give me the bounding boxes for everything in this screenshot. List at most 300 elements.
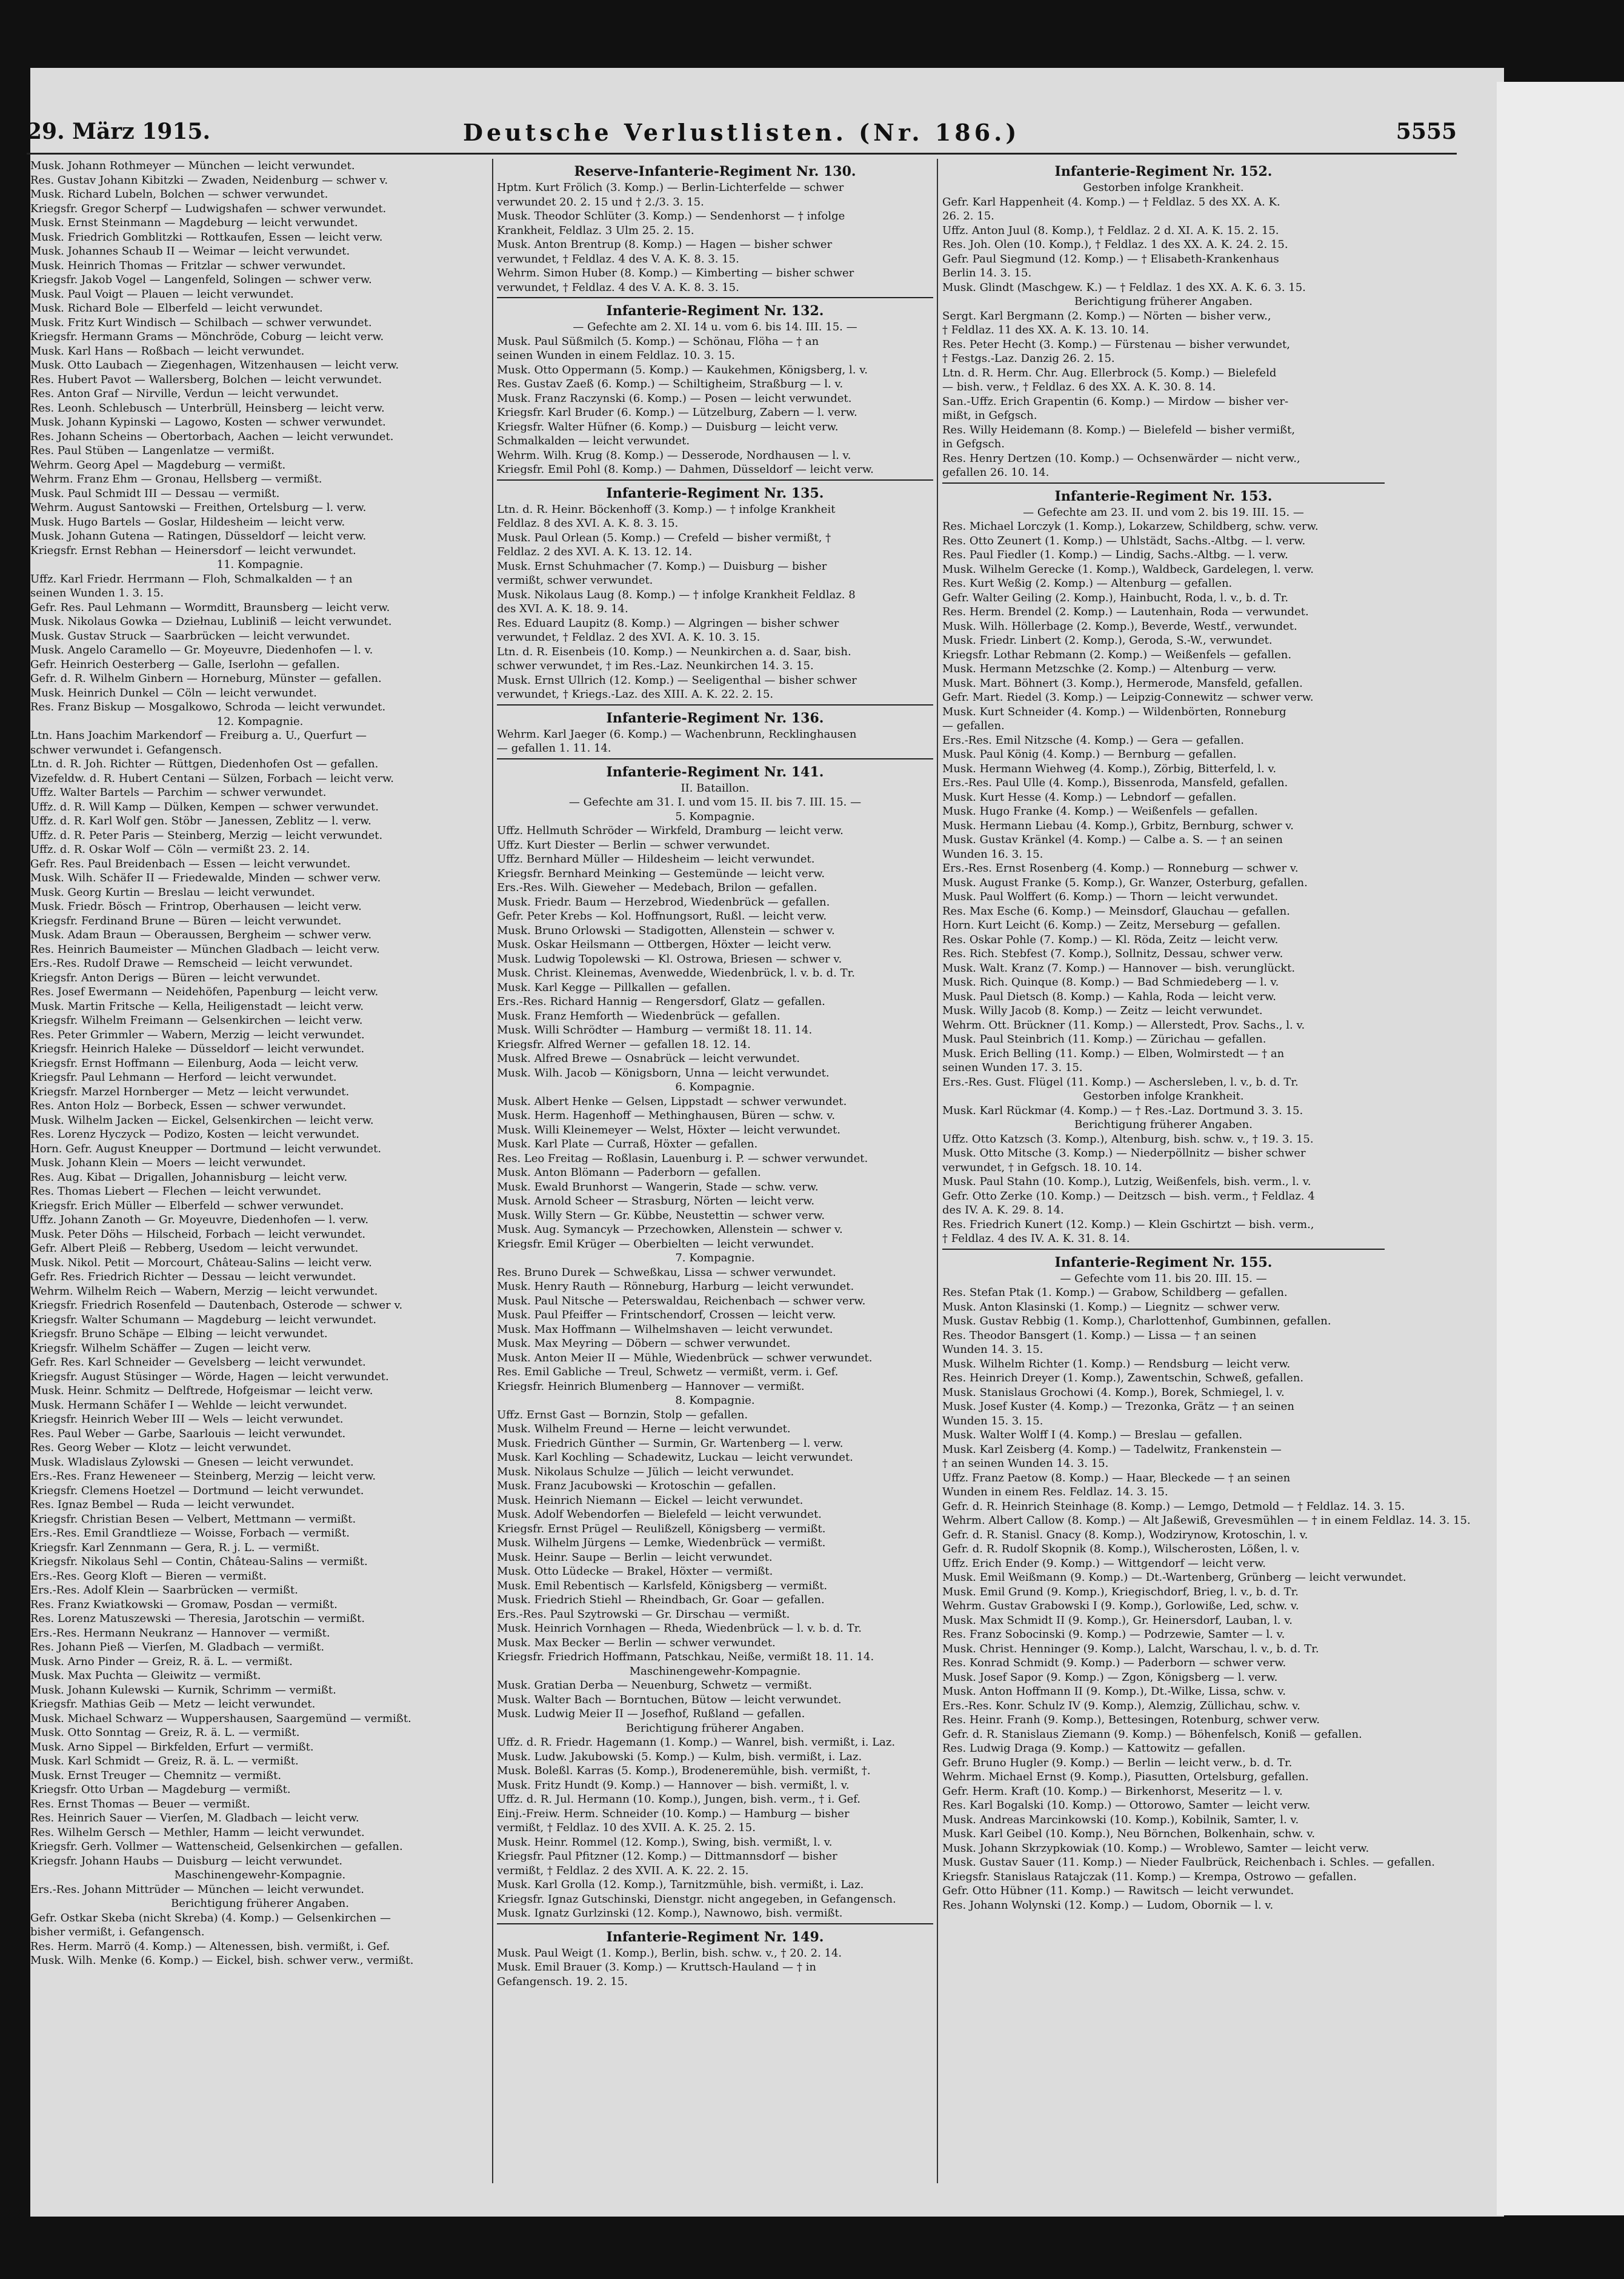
casualty-entry: Musk. Hermann Liebau (4. Komp.), Grbitz, Bernburg, schwer v. [942,819,1294,832]
casualty-entry: Musk. Ernst Schuhmacher (7. Komp.) — Duisburg — bisher [497,559,827,573]
casualty-entry: 26. 2. 15. [942,210,994,222]
casualty-entry: Res. Hubert Pavot — Wallersberg, Bolchen — leicht verwundet. [30,373,382,386]
section-rule [497,1923,933,1924]
casualty-entry: Musk. Ernst Steinmann — Magdeburg — leicht verwundet. [30,216,358,229]
casualty-entry: Gefr. Walter Geiling (2. Komp.), Hainbucht, Roda, l. v., b. d. Tr. [942,591,1289,604]
casualty-entry: Kriegsfr. Jakob Vogel — Langenfeld, Solingen — schwer verw. [30,273,372,286]
casualty-entry: Musk. Richard Bole — Elberfeld — leicht verwundet. [30,302,323,315]
casualty-entry: Kriegsfr. Walter Schumann — Magdeburg — leicht verwundet. [30,1313,377,1326]
casualty-entry: Musk. Erich Belling (11. Komp.) — Elben, Wolmirstedt — † an [942,1047,1285,1060]
casualty-entry: verwundet, † Kriegs.-Laz. des XIII. A. K. 22. 2. 15. [497,688,774,701]
casualty-entry: † an seinen Wunden 14. 3. 15. [942,1457,1109,1470]
casualty-entry: Musk. Johann Klein — Moers — leicht verwundet. [30,1156,306,1169]
casualty-entry: Wehrm. Wilhelm Reich — Wabern, Merzig — leicht verwundet. [30,1284,378,1298]
casualty-entry: Gefr. d. R. Heinrich Steinhage (8. Komp.) — Lemgo, Detmold — † Feldlaz. 14. 3. 15. [942,1500,1405,1513]
casualty-entry: Gefr. Res. Friedrich Richter — Dessau — leicht verwundet. [30,1270,356,1283]
casualty-entry: verwundet, † in Gefgsch. 18. 10. 14. [942,1161,1142,1174]
casualty-entry: Musk. Ernst Treuger — Chemnitz — vermißt. [30,1769,282,1782]
casualty-entry: Uffz. Anton Juul (8. Komp.), † Feldlaz. 2 d. XI. A. K. 15. 2. 15. [942,224,1279,237]
casualty-entry: Musk. Karl Geibel (10. Komp.), Neu Börnchen, Bolkenhain, schw. v. [942,1827,1316,1840]
casualty-entry: Uffz. d. R. Peter Paris — Steinberg, Merzig — leicht verwundet. [30,829,383,842]
casualty-entry: Ers.-Res. Wilh. Gieweher — Medebach, Brilon — gefallen. [497,881,817,894]
casualty-entry: Wehrm. Albert Callow (8. Komp.) — Alt Jaßewiß, Grevesmühlen — † in einem Feldlaz. 14. 3. 15. [942,1514,1471,1527]
casualty-entry: vermißt, † Feldlaz. 10 des XVII. A. K. 25. 2. 15. [497,1821,756,1834]
casualty-entry: Musk. Hugo Bartels — Goslar, Hildesheim — leicht verw. [30,515,345,529]
casualty-entry: San.-Uffz. Erich Grapentin (6. Komp.) — Mirdow — bisher ver- [942,395,1289,408]
casualty-entry: Wehrm. Georg Apel — Magdeburg — vermißt. [30,458,286,472]
regiment-heading: Infanterie-Regiment Nr. 153. [1054,488,1273,504]
casualty-entry: verwundet 20. 2. 15 und † 2./3. 3. 15. [497,195,704,209]
casualty-entry: Musk. Gustav Struck — Saarbrücken — leicht verwundet. [30,629,350,642]
casualty-entry: Uffz. d. R. Jul. Hermann (10. Komp.), Jungen, bish. verm., † i. Gef. [497,1793,860,1806]
section-subheading: — Gefechte am 31. I. und vom 15. II. bis 7. III. 15. — [568,796,862,809]
casualty-entry: mißt, in Gefgsch. [942,409,1037,422]
casualty-entry: des XVI. A. K. 18. 9. 14. [497,602,628,615]
casualty-entry: Gefr. Otto Hübner (11. Komp.) — Rawitsch — leicht verwundet. [942,1884,1294,1897]
casualty-entry: Uffz. d. R. Karl Wolf gen. Stöbr — Janessen, Zeblitz — l. verw. [30,815,371,827]
casualty-entry: Musk. Paul Dietsch (8. Komp.) — Kahla, Roda — leicht verw. [942,990,1276,1003]
casualty-entry: Wunden 14. 3. 15. [942,1343,1043,1356]
casualty-entry: Gefr. d. R. Stanislaus Ziemann (9. Komp.) — Böhenfelsch, Koniß — gefallen. [942,1727,1362,1741]
casualty-entry: Musk. Wilh. Jacob — Königsborn, Unna — leicht verwundet. [497,1066,830,1079]
casualty-entry: Musk. Adolf Webendorfen — Bielefeld — leicht verwundet. [497,1508,822,1521]
casualty-entry: Musk. Karl Hans — Roßbach — leicht verwundet. [30,344,305,358]
casualty-entry: Uffz. Johann Zanoth — Gr. Moyeuvre, Diedenhofen — l. verw. [30,1213,369,1226]
casualty-entry: Musk. Max Hoffmann — Wilhelmshaven — leicht verwundet. [497,1323,833,1336]
casualty-entry: Res. Anton Graf — Nirville, Verdun — leicht verwundet. [30,387,339,400]
section-subheading: 5. Kompagnie. [675,810,755,823]
casualty-entry: Res. Ernst Thomas — Beuer — vermißt. [30,1797,250,1810]
casualty-entry: Schmalkalden — leicht verwundet. [497,435,690,447]
section-subheading: Berichtigung früherer Angaben. [626,1721,804,1735]
casualty-entry: Res. Friedrich Kunert (12. Komp.) — Klein Gschirtzt — bish. verm., [942,1218,1314,1231]
casualty-entry: Res. Konrad Schmidt (9. Komp.) — Paderborn — schwer verw. [942,1657,1286,1669]
casualty-entry: seinen Wunden in einem Feldlaz. 10. 3. 15. [497,349,735,362]
casualty-entry: Musk. Heinr. Saupe — Berlin — leicht verwundet. [497,1550,773,1564]
casualty-entry: Ers.-Res. Hermann Neukranz — Hannover — vermißt. [30,1626,330,1640]
casualty-entry: Musk. Friedr. Linbert (2. Komp.), Geroda, S.-W., verwundet. [942,634,1273,647]
section-rule [497,479,933,481]
casualty-entry: Res. Herm. Brendel (2. Komp.) — Lautenhain, Roda — verwundet. [942,606,1309,618]
casualty-entry: Wehrm. Karl Jaeger (6. Komp.) — Wachenbrunn, Recklinghausen [497,727,857,741]
casualty-entry: Kriegsfr. Heinrich Weber III — Wels — leicht verwundet. [30,1413,344,1426]
casualty-entry: Musk. Michael Schwarz — Wuppershausen, Saargemünd — vermißt. [30,1712,411,1725]
casualty-entry: Musk. Paul Schmidt III — Dessau — vermißt. [30,487,280,500]
casualty-entry: Musk. Hermann Wiehweg (4. Komp.), Zörbig, Bitterfeld, l. v. [942,762,1277,775]
page-edge [1497,82,1624,2215]
casualty-entry: Uffz. d. R. Will Kamp — Dülken, Kempen — schwer verwundet. [30,800,379,813]
casualty-entry: Res. Paul Stüben — Langenlatze — vermißt. [30,444,275,457]
casualty-entry: Uffz. Otto Katzsch (3. Komp.), Altenburg, bish. schw. v., † 19. 3. 15. [942,1132,1314,1146]
casualty-entry: Kriegsfr. Ernst Rebhan — Heinersdorf — leicht verwundet. [30,544,356,557]
casualty-entry: Musk. Wilh. Menke (6. Komp.) — Eickel, bish. schwer verw., vermißt. [30,1954,414,1967]
casualty-entry: Uffz. d. R. Oskar Wolf — Cöln — vermißt 23. 2. 14. [30,843,310,856]
casualty-entry: Musk. Max Becker — Berlin — schwer verwundet. [497,1636,776,1649]
casualty-entry: Musk. Richard Lubeln, Bolchen — schwer verwundet. [30,188,328,201]
casualty-entry: Musk. Christ. Kleinemas, Avenwedde, Wiedenbrück, l. v. b. d. Tr. [497,967,855,979]
section-subheading: Gestorben infolge Krankheit. [1083,181,1244,194]
casualty-entry: Gefr. Peter Krebs — Kol. Hoffnungsort, Rußl. — leicht verw. [497,910,827,923]
casualty-entry: Res. Gustav Zaeß (6. Komp.) — Schiltigheim, Straßburg — l. v. [497,378,844,390]
section-rule [497,758,933,759]
section-rule [942,482,1385,484]
casualty-entry: Musk. Wilhelm Jürgens — Lemke, Wiedenbrück — vermißt. [497,1537,826,1549]
casualty-entry: seinen Wunden 1. 3. 15. [30,587,164,599]
casualty-entry: — bish. verw., † Feldlaz. 6 des XX. A. K. 30. 8. 14. [942,381,1216,393]
regiment-heading: Infanterie-Regiment Nr. 155. [1054,1254,1273,1270]
casualty-entry: Musk. Fritz Kurt Windisch — Schilbach — schwer verwundet. [30,316,372,329]
casualty-entry: Res. Ludwig Draga (9. Komp.) — Kattowitz — gefallen. [942,1742,1246,1755]
casualty-entry: Res. Johann Scheins — Obertorbach, Aachen — leicht verwundet. [30,430,394,443]
casualty-entry: — gefallen 1. 11. 14. [497,742,611,755]
casualty-entry: schwer verwundet i. Gefangensch. [30,743,222,756]
casualty-entry: Musk. Willy Stern — Gr. Kübbe, Neustettin — schwer verw. [497,1209,825,1222]
casualty-entry: Res. Heinrich Dreyer (1. Komp.), Zawentschin, Schweß, gefallen. [942,1372,1304,1384]
casualty-entry: Uffz. Ernst Gast — Bornzin, Stolp — gefallen. [497,1408,748,1421]
casualty-entry: Res. Willy Heidemann (8. Komp.) — Bielefeld — bisher vermißt, [942,423,1296,436]
casualty-entry: Kriegsfr. Wilhelm Freimann — Gelsenkirchen — leicht verw. [30,1014,363,1027]
casualty-entry: Musk. Emil Weißmann (9. Komp.) — Dt.-Wartenberg, Grünberg — leicht verwundet. [942,1571,1406,1584]
casualty-entry: Res. Lorenz Matuszewski — Theresia, Jarotschin — vermißt. [30,1612,365,1625]
casualty-entry: Musk. Josef Sapor (9. Komp.) — Zgon, Königsberg — l. verw. [942,1670,1278,1684]
casualty-entry: Musk. Emil Brauer (3. Komp.) — Kruttsch-Hauland — † in [497,1961,816,1974]
casualty-entry: Gefr. Ostkar Skeba (nicht Skreba) (4. Komp.) — Gelsenkirchen — [30,1911,391,1924]
casualty-entry: Uffz. Karl Friedr. Herrmann — Floh, Schmalkalden — † an [30,572,353,586]
casualty-entry: Musk. Franz Hemforth — Wiedenbrück — gefallen. [497,1009,780,1023]
casualty-entry: Kriegsfr. Gerh. Vollmer — Wattenscheid, Gelsenkirchen — gefallen. [30,1840,403,1853]
casualty-entry: Musk. Hermann Schäfer I — Wehlde — leicht verwundet. [30,1398,347,1412]
casualty-entry: Musk. Christ. Henninger (9. Komp.), Lalcht, Warschau, l. v., b. d. Tr. [942,1642,1319,1655]
casualty-entry: Gefr. Res. Paul Lehmann — Wormditt, Braunsberg — leicht verw. [30,601,390,614]
casualty-entry: Musk. Paul Pfeiffer — Frintschendorf, Crossen — leicht verw. [497,1309,836,1321]
casualty-entry: Wehrm. Ott. Brückner (11. Komp.) — Allerstedt, Prov. Sachs., l. v. [942,1018,1305,1032]
casualty-entry: Musk. Wilh. Höllerbage (2. Komp.), Beverde, Westf., verwundet. [942,619,1297,633]
casualty-entry: Res. Karl Bogalski (10. Komp.) — Ottorowo, Samter — leicht verw. [942,1799,1311,1812]
casualty-entry: Res. Gustav Johann Kibitzki — Zwaden, Neidenburg — schwer v. [30,173,388,187]
casualty-entry: Musk. Heinrich Niemann — Eickel — leicht verwundet. [497,1493,804,1507]
casualty-entry: Musk. Fritz Hundt (9. Komp.) — Hannover — bish. vermißt, l. v. [497,1778,850,1792]
casualty-entry: Musk. Peter Döhs — Hilscheid, Forbach — leicht verwundet. [30,1227,366,1241]
casualty-entry: Uffz. Bernhard Müller — Hildesheim — leicht verwundet. [497,853,815,866]
casualty-entry: Gefr. d. R. Stanisl. Gnacy (8. Komp.), Wodzirynow, Krotoschin, l. v. [942,1528,1308,1541]
casualty-entry: Musk. Anton Klasinski (1. Komp.) — Liegnitz — schwer verw. [942,1300,1280,1313]
casualty-entry: Musk. Henry Rauth — Rönneburg, Harburg — leicht verwundet. [497,1280,854,1293]
casualty-entry: Musk. Wilh. Schäfer II — Friedewalde, Minden — schwer verw. [30,872,381,884]
casualty-entry: Kriegsfr. Ignaz Gutschinski, Dienstgr. nicht angegeben, in Gefangensch. [497,1892,896,1906]
header-title: Deutsche Verlustlisten. (Nr. 186.) [463,119,1020,146]
casualty-entry: Res. Eduard Laupitz (8. Komp.) — Algringen — bisher schwer [497,616,839,630]
casualty-entry: bisher vermißt, i. Gefangensch. [30,1926,205,1938]
casualty-entry: Res. Peter Hecht (3. Komp.) — Fürstenau — bisher verwundet, [942,338,1290,351]
casualty-entry: † Feldlaz. 4 des IV. A. K. 31. 8. 14. [942,1232,1130,1245]
casualty-entry: Res. Heinrich Baumeister — München Gladbach — leicht verw. [30,943,380,956]
casualty-entry: Musk. Stanislaus Grochowi (4. Komp.), Borek, Schmiegel, l. v. [942,1386,1285,1399]
casualty-entry: Res. Heinr. Franh (9. Komp.), Bettesingen, Rotenburg, schwer verw. [942,1713,1320,1726]
casualty-entry: Res. Leo Freitag — Roßlasin, Lauenburg i. P. — schwer verwundet. [497,1152,868,1165]
section-subheading: 6. Kompagnie. [675,1081,755,1093]
casualty-entry: Gefangensch. 19. 2. 15. [497,1975,628,1988]
section-subheading: — Gefechte am 2. XI. 14 u. vom 6. bis 14. III. 15. — [573,321,857,333]
regiment-heading: Infanterie-Regiment Nr. 141. [606,764,824,780]
casualty-entry: Musk. Wilhelm Richter (1. Komp.) — Rendsburg — leicht verw. [942,1357,1291,1370]
casualty-entry: Gefr. Otto Zerke (10. Komp.) — Deitzsch — bish. verm., † Feldlaz. 4 [942,1189,1315,1203]
casualty-entry: Kriegsfr. Emil Krüger — Oberbielten — leicht verwundet. [497,1237,814,1250]
casualty-entry: Musk. Heinr. Schmitz — Delftrede, Hofgeismar — leicht verw. [30,1384,373,1397]
casualty-entry: Ers.-Res. Johann Mittrüder — München — leicht verwundet. [30,1883,364,1896]
casualty-entry: Musk. Ludw. Jakubowski (5. Komp.) — Kulm, bish. vermißt, i. Laz. [497,1750,862,1763]
casualty-entry: Sergt. Karl Bergmann (2. Komp.) — Nörten — bisher verw., [942,309,1271,322]
casualty-entry: Uffz. Franz Paetow (8. Komp.) — Haar, Bleckede — † an seinen [942,1471,1291,1484]
casualty-entry: Musk. Otto Laubach — Ziegenhagen, Witzenhausen — leicht verw. [30,359,399,372]
casualty-entry: Res. Emil Gabliche — Treul, Schwetz — vermißt, verm. i. Gef. [497,1366,839,1378]
casualty-entry: Musk. Glindt (Maschgew. K.) — † Feldlaz. 1 des XX. A. K. 6. 3. 15. [942,281,1306,294]
casualty-entry: Res. Ignaz Bembel — Ruda — leicht verwundet. [30,1498,295,1511]
casualty-entry: vermißt, † Feldlaz. 2 des XVII. A. K. 22. 2. 15. [497,1864,749,1877]
casualty-entry: Res. Kurt Weßig (2. Komp.) — Altenburg — gefallen. [942,577,1233,590]
casualty-entry: Musk. Karl Schmidt — Greiz, R. ä. L. — vermißt. [30,1755,299,1767]
casualty-entry: Musk. Willy Jacob (8. Komp.) — Zeitz — leicht verwundet. [942,1004,1263,1017]
casualty-entry: Musk. Paul Voigt — Plauen — leicht verwundet. [30,287,294,301]
casualty-entry: Hptm. Kurt Frölich (3. Komp.) — Berlin-Lichterfelde — schwer [497,181,844,194]
casualty-entry: Gefr. Heinrich Oesterberg — Galle, Iserlohn — gefallen. [30,658,340,671]
casualty-entry: Kriegsfr. Lothar Rebmann (2. Komp.) — Weißenfels — gefallen. [942,648,1292,661]
casualty-entry: Wunden 15. 3. 15. [942,1414,1043,1427]
casualty-entry: Gefr. d. R. Wilhelm Ginbern — Horneburg, Münster — gefallen. [30,672,382,685]
casualty-entry: Musk. Gratian Derba — Neuenburg, Schwetz — vermißt. [497,1679,813,1692]
column-middle [497,159,933,2214]
casualty-entry: Kriegsfr. Emil Pohl (8. Komp.) — Dahmen, Düsseldorf — leicht verw. [497,463,874,476]
casualty-entry: Musk. Anton Hoffmann II (9. Komp.), Dt.-Wilke, Lissa, schw. v. [942,1685,1286,1698]
casualty-entry: Musk. Willi Schrödter — Hamburg — vermißt 18. 11. 14. [497,1024,813,1036]
casualty-entry: Ers.-Res. Georg Kloft — Bieren — vermißt. [30,1569,267,1583]
casualty-entry: Musk. Angelo Caramello — Gr. Moyeuvre, Diedenhofen — l. v. [30,644,373,656]
casualty-entry: Musk. Paul Stahn (10. Komp.), Lutzig, Weißenfels, bish. verm., l. v. [942,1175,1311,1188]
casualty-entry: Kriegsfr. Paul Lehmann — Herford — leicht verwundet. [30,1071,337,1084]
casualty-entry: Res. Franz Sobocinski (9. Komp.) — Podrzewie, Samter — l. v. [942,1628,1285,1641]
casualty-entry: Res. Max Esche (6. Komp.) — Meinsdorf, Glauchau — gefallen. [942,904,1290,918]
section-rule [942,1249,1385,1250]
casualty-entry: Krankheit, Feldlaz. 3 Ulm 25. 2. 15. [497,224,694,237]
regiment-heading: Reserve-Infanterie-Regiment Nr. 130. [574,164,856,179]
casualty-entry: Musk. Ludwig Meier II — Josefhof, Rußland — gefallen. [497,1707,805,1720]
casualty-entry: Ers.-Res. Konr. Schulz IV (9. Komp.), Alemzig, Züllichau, schw. v. [942,1699,1300,1712]
casualty-entry: Wunden in einem Res. Feldlaz. 14. 3. 15. [942,1486,1168,1498]
casualty-entry: verwundet, † Feldlaz. 4 des V. A. K. 8. 3. 15. [497,252,739,265]
casualty-entry: Kriegsfr. Clemens Hoetzel — Dortmund — leicht verwundet. [30,1484,364,1497]
casualty-entry: Ltn. d. R. Eisenbeis (10. Komp.) — Neunkirchen a. d. Saar, bish. [497,645,851,658]
casualty-entry: Musk. Martin Fritsche — Kella, Heiligenstadt — leicht verw. [30,999,364,1013]
section-subheading: 12. Kompagnie. [216,715,304,728]
casualty-entry: Res. Lorenz Hyczyck — Podizo, Kosten — leicht verwundet. [30,1128,359,1141]
casualty-entry: Musk. Bruno Orlowski — Stadigotten, Allenstein — schwer v. [497,924,835,937]
casualty-entry: Kriegsfr. Johann Haubs — Duisburg — leicht verwundet. [30,1854,343,1867]
casualty-entry: Res. Heinrich Sauer — Vierſen, M. Gladbach — leicht verw. [30,1812,359,1824]
column-left [30,159,490,2214]
casualty-entry: Res. Michael Lorczyk (1. Komp.), Lokarzew, Schildberg, schw. verw. [942,520,1319,533]
casualty-entry: gefallen 26. 10. 14. [942,466,1050,479]
section-subheading: 11. Kompagnie. [216,558,304,571]
casualty-entry: Musk. Alfred Brewe — Osnabrück — leicht verwundet. [497,1052,800,1065]
casualty-entry: Musk. Nikolaus Gowka — Dziełnau, Lubliniß — leicht verwundet. [30,615,392,628]
casualty-entry: Ltn. d. R. Joh. Richter — Rüttgen, Diedenhofen Ost — gefallen. [30,758,379,770]
casualty-entry: Kriegsfr. Gregor Scherpf — Ludwigshafen — schwer verwundet. [30,202,387,215]
header-rule [27,153,1457,155]
casualty-entry: Musk. Paul Wolffert (6. Komp.) — Thorn — leicht verwundet. [942,890,1279,903]
casualty-entry: Ers.-Res. Rudolf Drawe — Remscheid — leicht verwundet. [30,957,353,970]
casualty-entry: † Festgs.-Laz. Danzig 26. 2. 15. [942,352,1115,365]
casualty-entry: Ers.-Res. Paul Ulle (4. Komp.), Bissenroda, Mansfeld, gefallen. [942,776,1288,789]
casualty-entry: Musk. Max Puchta — Gleiwitz — vermißt. [30,1669,261,1682]
casualty-entry: Wehrm. Franz Ehm — Gronau, Hellsberg — vermißt. [30,473,322,485]
casualty-entry: Res. Bruno Durek — Schweßkau, Lissa — schwer verwundet. [497,1266,836,1279]
casualty-entry: Musk. Wilhelm Jacken — Eickel, Gelsenkirchen — leicht verw. [30,1113,374,1127]
header-page-number: 5555 [1396,119,1457,144]
casualty-entry: Uffz. Erich Ender (9. Komp.) — Wittgendorf — leicht verw. [942,1557,1266,1570]
casualty-entry: Musk. Franz Jacubowski — Krotoschin — gefallen. [497,1480,776,1492]
casualty-entry: Einj.-Freiw. Herm. Schneider (10. Komp.) — Hamburg — bisher [497,1807,850,1820]
header-date: 29. März 1915. [27,119,211,144]
casualty-entry: Kriegsfr. Marzel Hornberger — Metz — leicht verwundet. [30,1085,350,1098]
casualty-entry: Gefr. Herm. Kraft (10. Komp.) — Birkenhorst, Meseritz — l. v. [942,1784,1283,1798]
casualty-entry: Musk. Adam Braun — Oberaussen, Bergheim — schwer verw. [30,929,372,941]
casualty-entry: Musk. Paul König (4. Komp.) — Bernburg — gefallen. [942,748,1237,761]
casualty-entry: Gefr. Res. Paul Breidenbach — Essen — leicht verwundet. [30,857,351,870]
casualty-entry: Musk. Nikol. Petit — Morcourt, Château-Salins — leicht verw. [30,1256,372,1269]
casualty-entry: verwundet, † Feldlaz. 2 des XVI. A. K. 10. 3. 15. [497,631,760,644]
casualty-entry: Musk. Heinrich Vornhagen — Rheda, Wiedenbrück — l. v. b. d. Tr. [497,1622,862,1635]
casualty-entry: Kriegsfr. Paul Pfitzner (12. Komp.) — Dittmannsdorf — bisher [497,1850,837,1863]
casualty-entry: Kriegsfr. Bernhard Meinking — Gestemünde — leicht verw. [497,867,825,880]
casualty-entry: Musk. Theodor Schlüter (3. Komp.) — Sendenhorst — † infolge [497,210,845,222]
casualty-entry: Ers.-Res. Emil Nitzsche (4. Komp.) — Gera — gefallen. [942,733,1244,747]
section-subheading: — Gefechte am 23. II. und vom 2. bis 19. III. 15. — [1023,506,1304,519]
casualty-entry: Musk. Gustav Sauer (11. Komp.) — Nieder Faulbrück, Reichenbach i. Schles. — gefallen. [942,1856,1436,1869]
casualty-entry: seinen Wunden 17. 3. 15. [942,1061,1083,1074]
casualty-entry: vermißt, schwer verwundet. [497,574,653,587]
casualty-entry: Kriegsfr. Wilhelm Schäffer — Zugen — leicht verw. [30,1341,311,1355]
casualty-entry: Vizefeldw. d. R. Hubert Centani — Sülzen, Forbach — leicht verw. [30,772,394,785]
casualty-entry: Res. Otto Zeunert (1. Komp.) — Uhlstädt, Sachs.-Altbg. — l. verw. [942,534,1306,547]
casualty-entry: Musk. Otto Mitsche (3. Komp.) — Niederpöllnitz — bisher schwer [942,1147,1306,1160]
casualty-entry: Kriegsfr. August Stüsinger — Wörde, Hagen — leicht verwundet. [30,1370,389,1383]
casualty-entry: † Feldlaz. 11 des XX. A. K. 13. 10. 14. [942,324,1150,336]
casualty-entry: Wehrm. Simon Huber (8. Komp.) — Kimberting — bisher schwer [497,267,854,279]
casualty-entry: Res. Franz Biskup — Mosgalkowo, Schroda — leicht verwundet. [30,701,386,713]
casualty-entry: Kriegsfr. Heinrich Haleke — Düsseldorf — leicht verwundet. [30,1043,365,1055]
casualty-entry: Kriegsfr. Karl Zennmann — Gera, R. j. L. — vermißt. [30,1541,320,1554]
casualty-entry: Musk. Wladislaus Zylowski — Gnesen — leicht verwundet. [30,1455,354,1469]
section-rule [497,297,933,298]
casualty-entry: Musk. Johann Rothmeyer — München — leicht verwundet. [30,159,355,172]
casualty-entry: Musk. August Franke (5. Komp.), Gr. Wanzer, Osterburg, gefallen. [942,876,1308,889]
casualty-entry: schwer verwundet, † im Res.-Laz. Neunkirchen 14. 3. 15. [497,659,814,672]
casualty-entry: Musk. Nikolaus Laug (8. Komp.) — † infolge Krankheit Feldlaz. 8 [497,588,856,601]
casualty-entry: Musk. Gustav Kränkel (4. Komp.) — Calbe a. S. — † an seinen [942,833,1283,846]
casualty-entry: Horn. Gefr. August Kneupper — Dortmund — leicht verwundet. [30,1142,382,1155]
casualty-entry: Musk. Friedrich Günther — Surmin, Gr. Wartenberg — l. verw. [497,1436,844,1450]
casualty-entry: Res. Josef Ewermann — Neidehöfen, Papenburg — leicht verw. [30,986,379,998]
casualty-entry: Musk. Johannes Schaub II — Weimar — leicht verwundet. [30,245,350,258]
casualty-entry: Res. Johann Wolynski (12. Komp.) — Ludom, Obornik — l. v. [942,1898,1274,1912]
casualty-entry: Musk. Karl Rückmar (4. Komp.) — † Res.-Laz. Dortmund 3. 3. 15. [942,1104,1303,1117]
casualty-entry: Res. Herm. Marrö (4. Komp.) — Altenessen, bish. vermißt, i. Gef. [30,1940,390,1953]
casualty-entry: Ltn. d. R. Herm. Chr. Aug. Ellerbrock (5. Komp.) — Bielefeld [942,366,1277,379]
casualty-entry: Uffz. Kurt Diester — Berlin — schwer verwundet. [497,838,770,852]
casualty-entry: Ers.-Res. Ernst Rosenberg (4. Komp.) — Ronneburg — schwer v. [942,862,1299,875]
casualty-entry: Ers.-Res. Gust. Flügel (11. Komp.) — Aschersleben, l. v., b. d. Tr. [942,1075,1299,1089]
casualty-entry: Uffz. d. R. Friedr. Hagemann (1. Komp.) — Wanrel, bish. vermißt, i. Laz. [497,1736,896,1749]
casualty-entry: Musk. Ernst Ullrich (12. Komp.) — Seeligenthal — bisher schwer [497,673,857,687]
casualty-entry: Res. Theodor Bansgert (1. Komp.) — Lissa — † an seinen [942,1329,1257,1342]
casualty-entry: Res. Paul Fiedler (1. Komp.) — Lindig, Sachs.-Altbg. — l. verw. [942,549,1288,561]
casualty-entry: Kriegsfr. Bruno Schäpe — Elbing — leicht verwundet. [30,1327,328,1340]
casualty-entry: Musk. Arno Sippel — Birkfelden, Erfurt — vermißt. [30,1740,314,1753]
casualty-entry: Gefr. Karl Happenheit (4. Komp.) — † Feldlaz. 5 des XX. A. K. [942,195,1280,209]
casualty-entry: Musk. Paul Süßmilch (5. Komp.) — Schönau, Flöha — † an [497,335,819,348]
casualty-entry: Musk. Hermann Metzschke (2. Komp.) — Altenburg — verw. [942,662,1277,675]
casualty-entry: Musk. Otto Lüdecke — Brakel, Höxter — vermißt. [497,1565,773,1578]
casualty-entry: Kriegsfr. Friedrich Hoffmann, Patschkau, Neiße, vermißt 18. 11. 14. [497,1650,874,1663]
section-subheading: Berichtigung früherer Angaben. [1074,1118,1253,1131]
casualty-entry: Res. Henry Dertzen (10. Komp.) — Ochsenwärder — nicht verw., [942,452,1300,465]
casualty-entry: Musk. Friedrich Gomblitzki — Rottkaufen, Essen — leicht verw. [30,230,383,244]
regiment-heading: Infanterie-Regiment Nr. 132. [606,303,824,319]
casualty-entry: Kriegsfr. Erich Müller — Elberfeld — schwer verwundet. [30,1199,344,1212]
casualty-entry: Musk. Ludwig Topolewski — Kl. Ostrowa, Briesen — schwer v. [497,952,842,966]
casualty-entry: Res. Peter Grimmler — Wabern, Merzig — leicht verwundet. [30,1028,365,1041]
casualty-entry: Musk. Paul Nitsche — Peterswaldau, Reichenbach — schwer verw. [497,1294,866,1307]
casualty-entry: Feldlaz. 8 des XVI. A. K. 8. 3. 15. [497,517,679,530]
casualty-entry: Musk. Rich. Quinque (8. Komp.) — Bad Schmiedeberg — l. v. [942,976,1279,989]
casualty-entry: Kriegsfr. Ernst Hoffmann — Eilenburg, Aoda — leicht verw. [30,1056,359,1070]
column-divider [492,159,493,2183]
casualty-entry: Musk. Ignatz Gurlzinski (12. Komp.), Nawnowo, bish. vermißt. [497,1907,843,1920]
casualty-entry: Gefr. Paul Siegmund (12. Komp.) — † Elisabeth-Krankenhaus [942,252,1279,265]
casualty-entry: Musk. Johann Skrzypkowiak (10. Komp.) — Wroblewo, Samter — leicht verw. [942,1841,1369,1855]
casualty-entry: Res. Stefan Ptak (1. Komp.) — Grabow, Schildberg — gefallen. [942,1286,1288,1299]
casualty-entry: Musk. Karl Plate — Curraß, Höxter — gefallen. [497,1138,758,1150]
casualty-entry: Musk. Herm. Hagenhoff — Methinghausen, Büren — schw. v. [497,1109,836,1122]
section-subheading: Maschinengewehr-Kompagnie. [174,1869,346,1881]
casualty-entry: Berlin 14. 3. 15. [942,267,1032,279]
casualty-entry: Kriegsfr. Stanislaus Ratajczak (11. Komp.) — Krempa, Ostrowo — gefallen. [942,1870,1357,1883]
section-subheading: 8. Kompagnie. [675,1394,755,1407]
regiment-heading: Infanterie-Regiment Nr. 149. [606,1929,824,1945]
casualty-entry: Ers.-Res. Franz Heweneer — Steinberg, Merzig — leicht verw. [30,1470,376,1483]
casualty-entry: Kriegsfr. Mathias Geib — Metz — leicht verwundet. [30,1698,316,1710]
regiment-heading: Infanterie-Regiment Nr. 135. [606,485,824,501]
casualty-entry: Kriegsfr. Otto Urban — Magdeburg — vermißt. [30,1783,291,1796]
casualty-entry: Feldlaz. 2 des XVI. A. K. 13. 12. 14. [497,546,693,558]
casualty-entry: Kriegsfr. Christian Besen — Velbert, Mettmann — vermißt. [30,1512,356,1526]
casualty-entry: Kriegsfr. Hermann Grams — Mönchröde, Coburg — leicht verw. [30,330,384,343]
casualty-entry: Res. Anton Holz — Borbeck, Essen — schwer verwundet. [30,1099,347,1112]
casualty-entry: Musk. Karl Kegge — Pillkallen — gefallen. [497,981,731,994]
section-subheading: II. Bataillon. [681,781,750,795]
casualty-entry: Musk. Otto Sonntag — Greiz, R. ä. L. — vermißt. [30,1726,300,1739]
casualty-entry: Kriegsfr. Karl Bruder (6. Komp.) — Lützelburg, Zabern — l. verw. [497,406,857,419]
casualty-entry: Ltn. d. R. Heinr. Böckenhoff (3. Komp.) — † infolge Krankheit [497,502,836,516]
casualty-entry: Musk. Mart. Böhnert (3. Komp.), Hermerode, Mansfeld, gefallen. [942,676,1303,690]
casualty-entry: Res. Wilhelm Gersch — Methler, Hamm — leicht verwundet. [30,1826,365,1839]
casualty-entry: Musk. Max Meyring — Döbern — schwer verwundet. [497,1337,791,1350]
casualty-entry: Gefr. Bruno Hugler (9. Komp.) — Berlin — leicht verw., b. d. Tr. [942,1756,1293,1769]
casualty-entry: Kriegsfr. Nikolaus Sehl — Contin, Château-Salins — vermißt. [30,1555,368,1568]
casualty-entry: Gefr. d. R. Rudolf Skopnik (8. Komp.), Wilscherosten, Lößen, l. v. [942,1543,1300,1555]
casualty-entry: Musk. Boleßl. Karras (5. Komp.), Brodeneremühle, bish. vermißt, †. [497,1764,871,1777]
casualty-entry: Musk. Willi Kleinemeyer — Welst, Höxter — leicht verwundet. [497,1123,840,1136]
casualty-entry: Musk. Karl Kochling — Schadewitz, Luckau — leicht verwundet. [497,1451,853,1464]
